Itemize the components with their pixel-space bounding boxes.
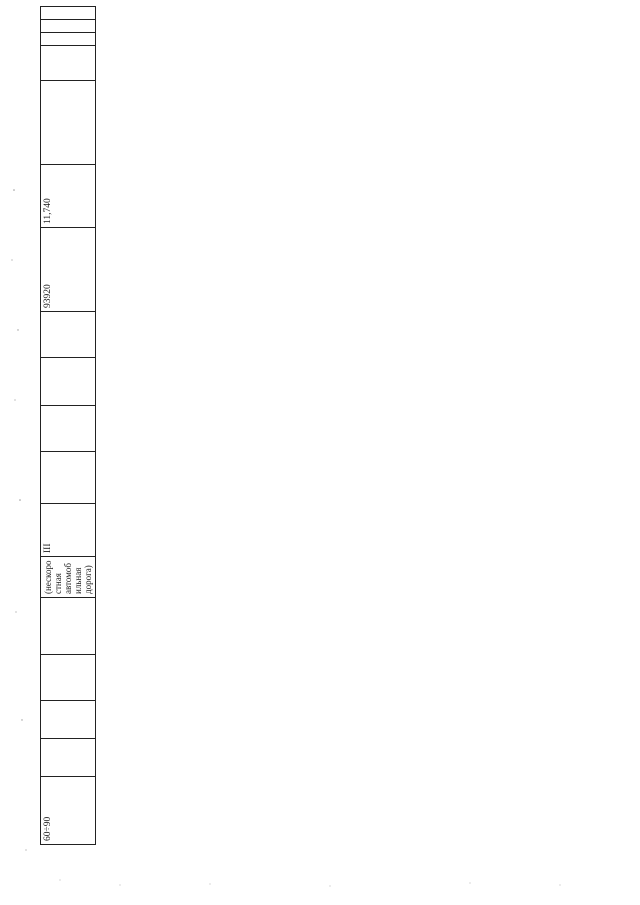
roads-register-table [40,6,96,845]
lanes-cell [41,655,96,701]
width-cell [41,739,96,777]
depr-cell [41,452,96,504]
table-row [41,7,96,845]
length-cell: 11,740 [41,165,96,228]
surface-cell [41,701,96,739]
aadt-cell: 93920 [41,228,96,312]
name-cell [41,46,96,81]
owner-cell [41,312,96,358]
num-cell [41,33,96,46]
type-cell: (нескоростная автомобильная дорога) [41,557,96,598]
category-cell: III [41,504,96,557]
speed-cell: 60÷90 [41,777,96,845]
operator-cell [41,358,96,406]
year-cell [41,598,96,655]
code-cell [41,81,96,165]
value-cell [41,406,96,452]
